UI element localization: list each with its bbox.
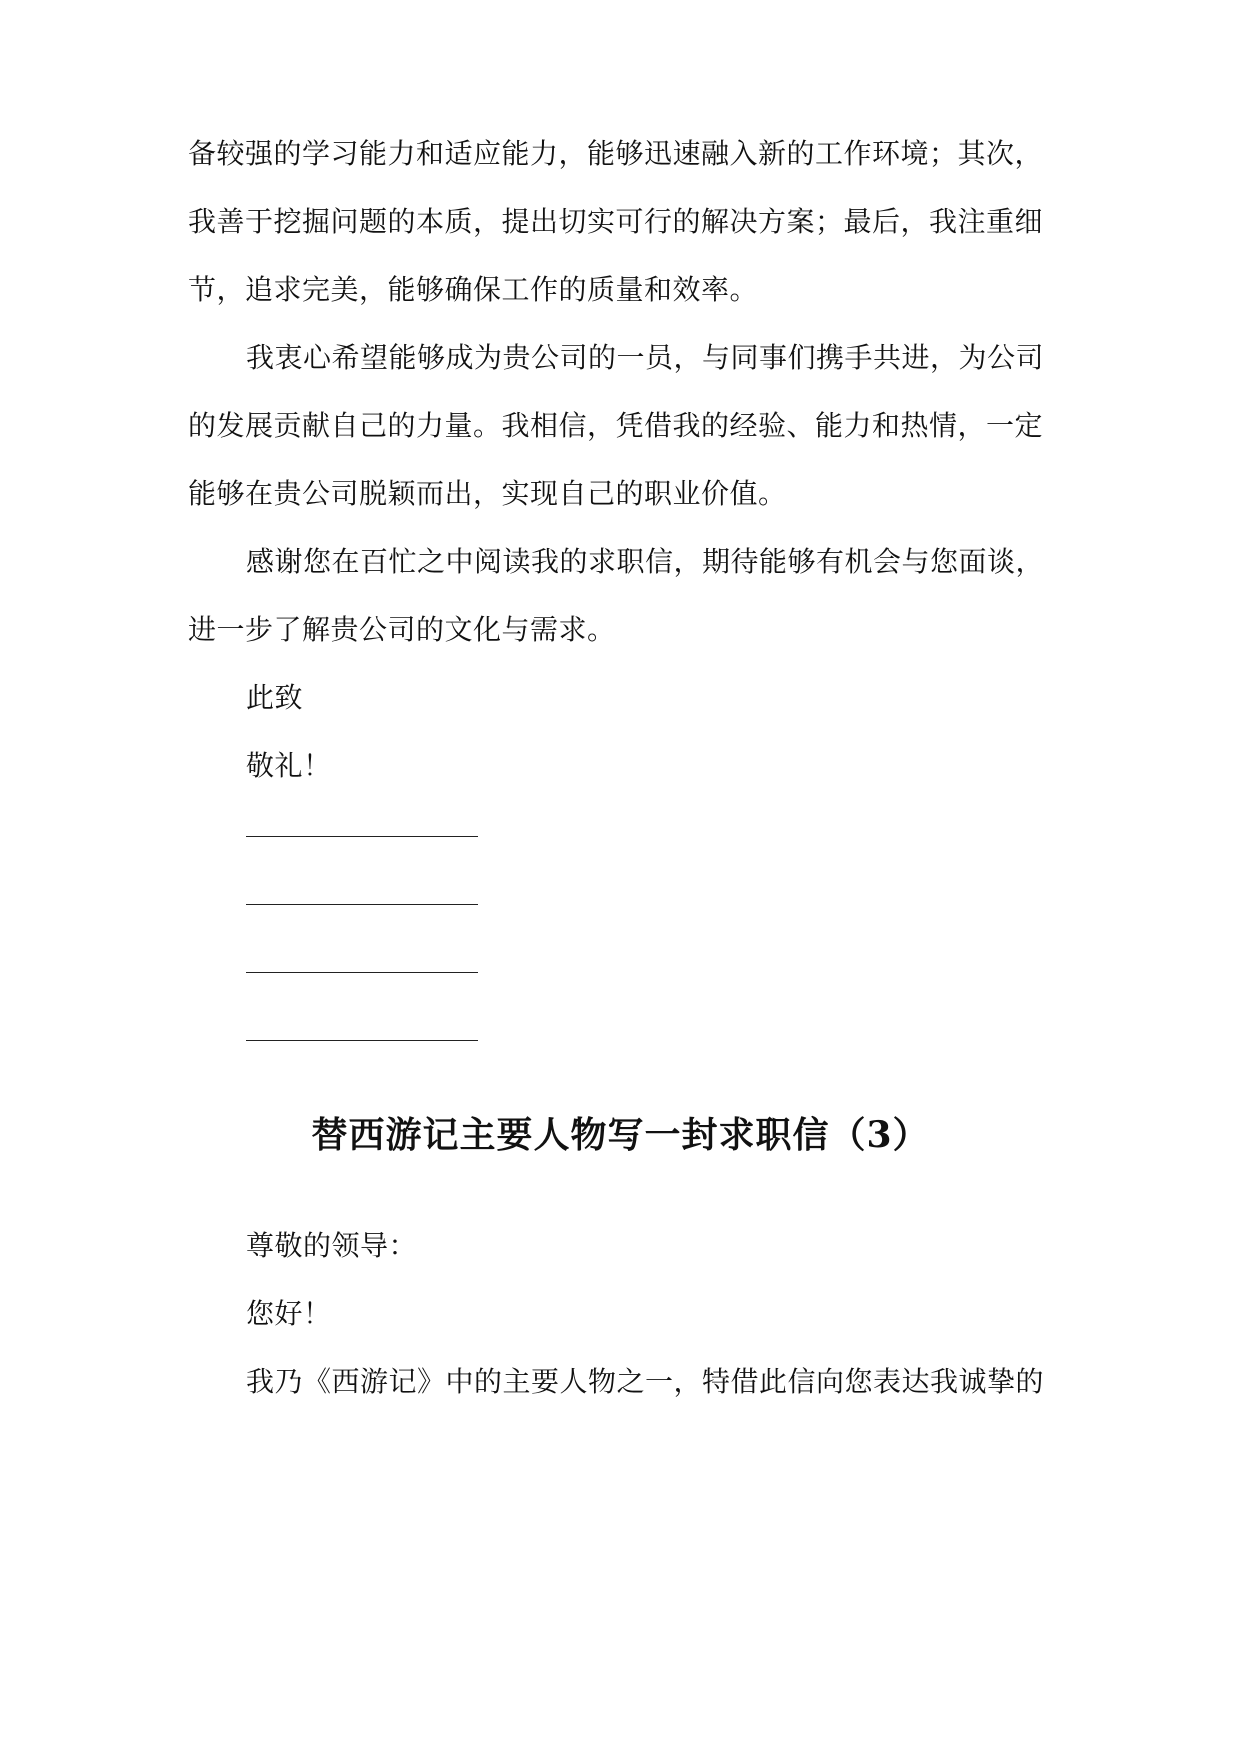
section-title: 替西游记主要人物写一封求职信（3） [311, 1114, 930, 1156]
body-line: 感谢您在百忙之中阅读我的求职信，期待能够有机会与您面谈， [246, 545, 1045, 578]
body-line: 备较强的学习能力和适应能力，能够迅速融入新的工作环境；其次， [188, 137, 1044, 170]
signature-blank-line [246, 1040, 478, 1041]
body-line: 我衷心希望能够成为贵公司的一员，与同事们携手共进，为公司 [246, 341, 1045, 374]
closing-line: 此致 [246, 681, 304, 714]
body-line: 节，追求完美，能够确保工作的质量和效率。 [188, 273, 759, 306]
body-line: 我乃《西游记》中的主要人物之一，特借此信向您表达我诚挚的 [246, 1365, 1045, 1398]
signature-blank-line [246, 972, 478, 973]
body-line: 的发展贡献自己的力量。我相信，凭借我的经验、能力和热情，一定 [188, 409, 1044, 442]
closing-line: 敬礼！ [246, 749, 332, 782]
signature-blank-line [246, 904, 478, 905]
body-line: 进一步了解贵公司的文化与需求。 [188, 613, 616, 646]
body-line: 我善于挖掘问题的本质，提出切实可行的解决方案；最后，我注重细 [188, 205, 1044, 238]
salutation: 尊敬的领导： [246, 1229, 418, 1262]
greeting: 您好！ [246, 1297, 332, 1330]
body-line: 能够在贵公司脱颖而出，实现自己的职业价值。 [188, 477, 787, 510]
signature-blank-line [246, 836, 478, 837]
